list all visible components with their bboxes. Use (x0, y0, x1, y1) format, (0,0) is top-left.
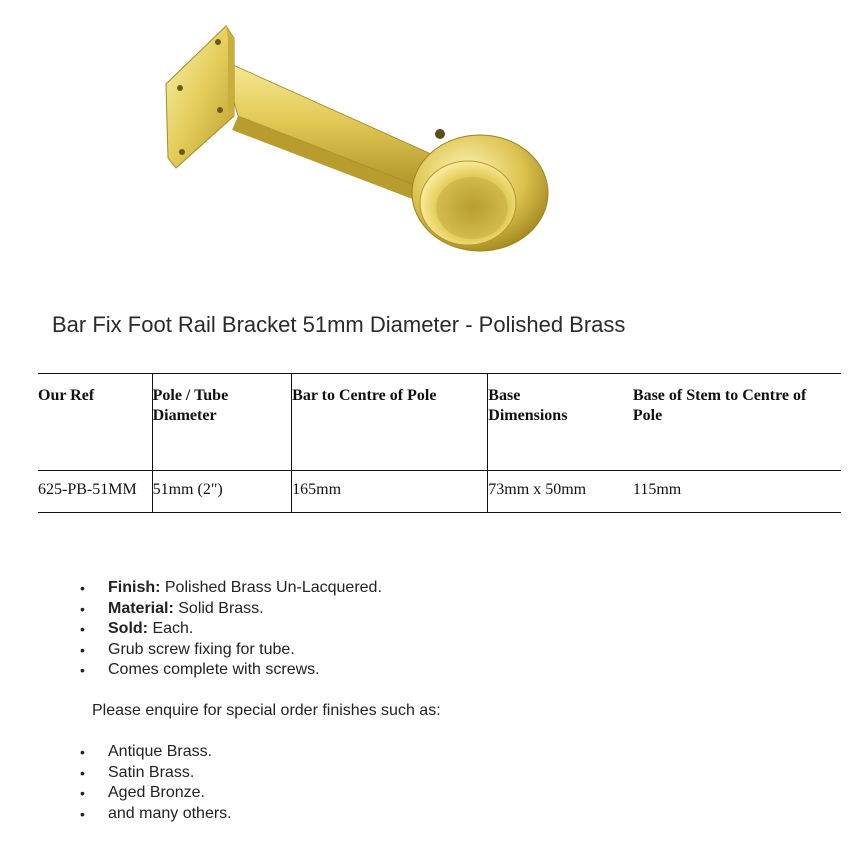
finish-text: Satin Brass. (108, 763, 195, 781)
bullet: • (80, 805, 85, 822)
spec-table (38, 373, 841, 513)
list-item (80, 640, 382, 661)
header-pole-diameter: Pole / Tube Diameter (152, 374, 292, 471)
header-base-dimensions: Base Dimensions (488, 374, 633, 471)
header-bar-to-centre: Bar to Centre of Pole (292, 374, 488, 471)
product-image (150, 18, 570, 268)
list-item (80, 599, 382, 620)
list-item (80, 763, 232, 784)
finish-text: and many others. (108, 804, 232, 822)
bullet: • (80, 744, 85, 760)
bullet: • (80, 600, 85, 617)
table-row (38, 471, 841, 513)
header-stem-to-centre: Base of Stem to Centre of Pole (632, 387, 807, 424)
enquire-text: Please enquire for special order finishes such as: (92, 702, 441, 719)
features-list (80, 578, 382, 681)
feature-text: Grub screw fixing for tube. (108, 640, 295, 658)
finish-text: Antique Brass. (108, 743, 213, 760)
finishes-list (80, 742, 232, 824)
cell-ref: 625-PB-51MM (38, 481, 137, 498)
feature-text: Comes complete with screws. (108, 661, 320, 678)
bullet: • (80, 785, 85, 801)
cell-stem: 115mm (632, 481, 682, 498)
list-item (80, 619, 382, 640)
bullet: • (80, 641, 85, 658)
finish-text: Aged Bronze. (108, 784, 205, 801)
list-item (80, 742, 232, 763)
cell-base: 73mm x 50mm (488, 471, 633, 513)
list-item (80, 578, 382, 599)
list-item (80, 783, 232, 804)
list-item (80, 660, 382, 681)
cell-pole: 51mm (2") (152, 471, 292, 513)
feature-text: Polished Brass Un-Lacquered. (160, 579, 382, 596)
bullet: • (80, 580, 85, 596)
product-title: Bar Fix Foot Rail Bracket 51mm Diameter - Polished Brass (52, 312, 626, 337)
list-item (80, 804, 232, 825)
spec-table-header-row (38, 374, 841, 471)
feature-label: Sold: (108, 620, 148, 637)
cell-bar: 165mm (292, 471, 488, 513)
header-our-ref: Our Ref (38, 387, 95, 404)
bullet: • (80, 621, 85, 637)
feature-label: Material: (108, 599, 174, 617)
bullet: • (80, 662, 85, 678)
feature-text: Solid Brass. (173, 599, 264, 617)
feature-label: Finish: (108, 579, 161, 596)
bullet: • (80, 764, 85, 781)
feature-text: Each. (148, 620, 194, 637)
